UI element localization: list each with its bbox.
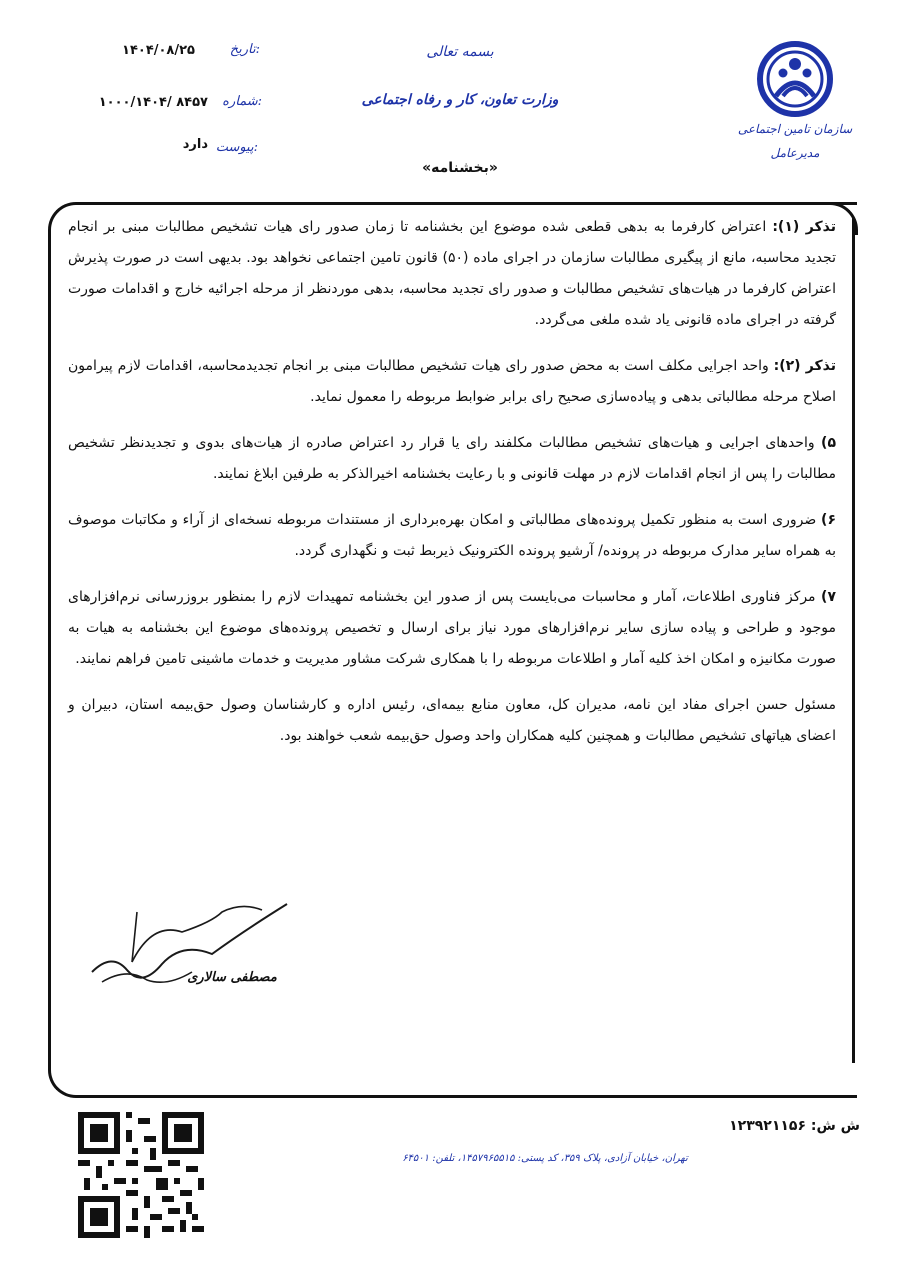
responsibility-text: مسئول حسن اجرای مفاد این نامه، مدیران کل، معاون منابع بیمه‌ای، رئیس اداره و کارشناسان وصول حق‌بیمه استان، دبیران و اعضای هیاتهای تشخیص مطالبات و همچنین کلیه همکاران واحد وصول حق‌بیمه شعب خواهند بود. <box>68 697 836 744</box>
number-value: ۱۰۰۰/۱۴۰۴/ ۸۴۵۷ <box>98 95 208 110</box>
note-1-text: اعتراض کارفرما به بدهی قطعی شده موضوع این بخشنامه تا زمان صدور رای هیات تشخیص مطالبات مبنی بر انجام تجدید محاسبه، مانع از پیگیری مطالبات سازمان در اجرای ماده (۵۰) قانون تامین اجتماعی نخواهد بود. بدیهی است در صورت پذیرش اعتراض کارفرما در هیات‌های تشخیص مطالبات و صدور رای تجدید محاسبه، بدهی موردنظر از مرحله اجرائیه خارج و اقدامات صورت گرفته در اجرای ماده قانونی یاد شده ملغی می‌گردد. <box>68 219 836 328</box>
ministry-name: وزارت تعاون، کار و رفاه اجتماعی <box>361 92 559 108</box>
qr-code-icon <box>78 1112 204 1238</box>
item-6-text: ضروری است به منظور تکمیل پرونده‌های مطالباتی و امکان بهره‌برداری از مستندات مربوطه نسخه‌ای از آراء و مکاتبات موصوف به همراه سایر مدارک مربوطه در پرونده/ آرشیو پرونده الکترونیک ذیربط ثبت و نگهداری گردد. <box>68 512 836 559</box>
paragraph-item-7 <box>68 582 836 675</box>
position-title: مدیرعامل <box>770 146 820 160</box>
note-2-text: واحد اجرایی مکلف است به محض صدور رای هیات تشخیص مطالبات مبنی بر انجام تجدیدمحاسبه، اقدامات لازم پیرامون اصلاح مرحله مطالباتی بدهی و پیاده‌سازی صحیح رای برابر ضوابط مربوطه را معمول نماید. <box>68 358 836 405</box>
organization-name: سازمان تامین اجتماعی <box>737 122 853 136</box>
date-label: تاریخ: <box>229 42 260 57</box>
attachment-value: دارد <box>182 137 208 152</box>
item-7-lead: ۷) <box>821 589 836 605</box>
document-body <box>68 212 836 767</box>
attachment-label: پیوست: <box>215 140 258 155</box>
frame-right-edge <box>852 218 855 1063</box>
logo-emblem-icon <box>756 40 834 118</box>
footer-reg-value: ۱۲۳۹۲۱۱۵۶ <box>729 1118 807 1134</box>
signature-scribble-icon <box>72 892 302 1012</box>
organization-logo <box>735 40 855 160</box>
paragraph-item-5 <box>68 428 836 490</box>
item-6-lead: ۶) <box>821 512 836 528</box>
paragraph-note-2 <box>68 351 836 413</box>
date-value: ۱۴۰۴/۰۸/۲۵ <box>122 43 195 58</box>
paragraph-responsibility <box>68 690 836 752</box>
number-label: شماره: <box>222 94 262 109</box>
signatory-name: مصطفی سالاری <box>187 970 277 985</box>
footer-registration <box>700 1118 860 1134</box>
paragraph-item-6 <box>68 505 836 567</box>
note-1-lead: تذکر (۱): <box>772 219 836 235</box>
footer-reg-label: ش ش: <box>810 1118 860 1134</box>
item-7-text: مرکز فناوری اطلاعات، آمار و محاسبات می‌بایست پس از صدور این بخشنامه تمهیدات لازم را بمنظور بروزرسانی نرم‌افزارهای موجود و طراحی و پیاده سازی سایر نرم‌افزارهای مورد نیاز برای ارسال و تخصیص پرونده‌های موضوع این بخشنامه به هیات به صورت مکانیزه و امکان اخذ کلیه آمار و اطلاعات مربوطه را با همکاری شرکت مشاور مدیریت و خدمات ماشینی تامین فراهم نمایند. <box>68 589 836 667</box>
item-5-lead: ۵) <box>821 435 836 451</box>
item-5-text: واحدهای اجرایی و هیات‌های تشخیص مطالبات مکلفند رای یا قرار رد اعتراض صادره از هیات‌های بدوی و تجدیدنظر تشخیص مطالبات را پس از انجام اقدامات لازم در مهلت قانونی و با رعایت بخشنامه اخیرالذکر به طرفین ابلاغ نمایند. <box>68 435 836 482</box>
note-2-lead: تذکر (۲): <box>773 358 836 374</box>
basmala: بسمه تعالی <box>426 44 494 60</box>
signature <box>72 892 302 1012</box>
qr-code <box>78 1112 204 1238</box>
document-title: «بخشنامه» <box>422 160 498 176</box>
footer-address: تهران، خیابان آزادی، پلاک ۳۵۹، کد پستی: ۱۴۵۷۹۶۵۵۱۵، تلفن: ۶۴۵۰۱ <box>402 1153 688 1164</box>
paragraph-note-1 <box>68 212 836 336</box>
